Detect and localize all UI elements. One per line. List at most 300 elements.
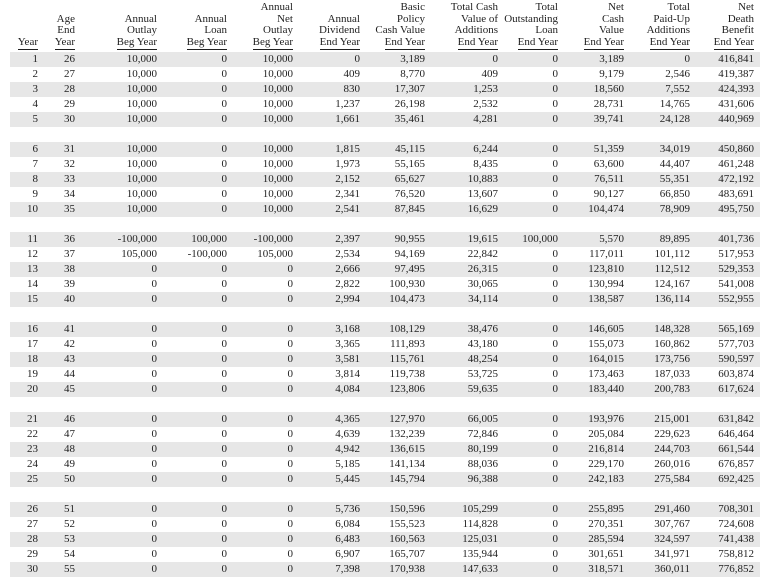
table-cell: 0 bbox=[151, 548, 157, 560]
table-cell: 0 bbox=[221, 428, 227, 440]
table-cell: 164,015 bbox=[558, 352, 624, 367]
table-cell: 0 bbox=[227, 442, 293, 457]
table-cell: 216,814 bbox=[558, 442, 624, 457]
table-row bbox=[10, 202, 760, 217]
table-cell: 22,842 bbox=[467, 248, 498, 260]
table-row bbox=[10, 322, 760, 337]
table-cell: 631,842 bbox=[690, 412, 760, 427]
table-cell: 10,000 bbox=[227, 82, 293, 97]
table-cell: 2,534 bbox=[335, 248, 360, 260]
column-header-age-end-year bbox=[38, 2, 75, 52]
table-cell: 136,114 bbox=[624, 292, 690, 307]
table-cell: 0 bbox=[75, 262, 157, 277]
table-cell: 96,388 bbox=[425, 472, 498, 487]
group-spacer bbox=[10, 127, 760, 142]
table-cell: 0 bbox=[552, 98, 558, 110]
table-cell: 242,183 bbox=[558, 472, 624, 487]
table-cell: 17,307 bbox=[360, 82, 425, 97]
table-cell: 0 bbox=[157, 502, 227, 517]
header-line-text: Net bbox=[277, 12, 293, 25]
table-cell: 0 bbox=[287, 368, 293, 380]
table-cell: 0 bbox=[75, 292, 157, 307]
table-cell: 0 bbox=[624, 52, 690, 67]
table-cell: 15 bbox=[10, 292, 38, 307]
header-line bbox=[498, 25, 558, 37]
table-cell: 8,435 bbox=[473, 158, 498, 170]
table-cell: 115,761 bbox=[360, 352, 425, 367]
header-line-text: Cash bbox=[602, 12, 624, 25]
table-row bbox=[10, 172, 760, 187]
header-line bbox=[498, 37, 558, 51]
spacer-row bbox=[10, 217, 760, 232]
table-cell: 205,084 bbox=[588, 428, 624, 440]
table-cell: 5,445 bbox=[293, 472, 360, 487]
table-cell: 0 bbox=[498, 532, 558, 547]
row-group-5 bbox=[10, 412, 760, 487]
row-group-3 bbox=[10, 232, 760, 307]
header-line bbox=[690, 37, 754, 51]
table-cell: 123,810 bbox=[558, 262, 624, 277]
table-cell: 10,883 bbox=[425, 172, 498, 187]
table-cell: 28 bbox=[38, 82, 75, 97]
table-cell: 59,635 bbox=[425, 382, 498, 397]
table-cell: 130,994 bbox=[588, 278, 624, 290]
table-cell: 6,244 bbox=[425, 142, 498, 157]
table-cell: 7 bbox=[32, 158, 38, 170]
table-row bbox=[10, 97, 760, 112]
table-cell: 1,237 bbox=[335, 98, 360, 110]
row-group-2 bbox=[10, 142, 760, 217]
table-cell: 3 bbox=[10, 82, 38, 97]
header-line-text: Year bbox=[55, 37, 75, 51]
table-cell: 0 bbox=[227, 382, 293, 397]
table-cell: 10,000 bbox=[126, 158, 157, 170]
table-cell: 0 bbox=[75, 352, 157, 367]
table-cell: 89,895 bbox=[624, 232, 690, 247]
table-cell: 193,976 bbox=[558, 412, 624, 427]
table-cell: 12 bbox=[27, 248, 38, 260]
table-cell: 0 bbox=[552, 338, 558, 350]
table-cell: 100,000 bbox=[157, 232, 227, 247]
spacer-row bbox=[10, 307, 760, 322]
table-cell: 275,584 bbox=[624, 472, 690, 487]
table-cell: 100,000 bbox=[498, 232, 558, 247]
header-line-text: Death bbox=[727, 12, 754, 25]
table-cell: 136,615 bbox=[360, 442, 425, 457]
table-cell: 105,000 bbox=[121, 248, 157, 260]
table-row bbox=[10, 112, 760, 127]
header-line-text: Outstanding bbox=[504, 12, 558, 25]
table-cell: 0 bbox=[221, 338, 227, 350]
table-cell: 0 bbox=[157, 202, 227, 217]
table-row bbox=[10, 277, 760, 292]
header-line bbox=[690, 25, 754, 37]
table-cell: 30 bbox=[10, 562, 38, 577]
table-cell: 0 bbox=[221, 98, 227, 110]
table-cell: 125,031 bbox=[425, 532, 498, 547]
table-cell: 0 bbox=[221, 158, 227, 170]
table-cell: 0 bbox=[75, 472, 157, 487]
group-spacer bbox=[10, 307, 760, 322]
table-cell: 0 bbox=[227, 562, 293, 577]
table-cell: 6,907 bbox=[335, 548, 360, 560]
table-cell: 0 bbox=[552, 428, 558, 440]
table-row bbox=[10, 382, 760, 397]
header-line-text: Additions bbox=[454, 24, 498, 36]
table-cell: 10,000 bbox=[75, 82, 157, 97]
table-cell: 255,895 bbox=[558, 502, 624, 517]
table-cell: 18,560 bbox=[558, 82, 624, 97]
table-cell: 0 bbox=[287, 428, 293, 440]
table-cell: 4 bbox=[32, 98, 38, 110]
table-cell: 472,192 bbox=[690, 172, 760, 187]
header-line-text: Additions bbox=[646, 24, 690, 36]
table-cell: 0 bbox=[157, 82, 227, 97]
table-cell: 0 bbox=[498, 52, 558, 67]
table-cell: 10,000 bbox=[75, 142, 157, 157]
table-cell: 90,955 bbox=[360, 232, 425, 247]
header-line bbox=[157, 25, 227, 37]
table-cell: 529,353 bbox=[690, 262, 760, 277]
table-cell: 10,000 bbox=[262, 98, 293, 110]
table-cell: 0 bbox=[287, 458, 293, 470]
table-cell: 10,000 bbox=[262, 68, 293, 80]
header-line-text: Basic bbox=[400, 1, 425, 13]
table-cell: 26 bbox=[38, 52, 75, 67]
table-cell: 0 bbox=[287, 278, 293, 290]
header-line-text: Age bbox=[56, 12, 75, 25]
table-cell: 5 bbox=[10, 112, 38, 127]
header-line bbox=[558, 25, 624, 37]
table-cell: 2,666 bbox=[293, 262, 360, 277]
table-cell: 26,315 bbox=[425, 262, 498, 277]
column-header-annual-dividend-end-year bbox=[293, 2, 360, 52]
table-cell: 18 bbox=[10, 352, 38, 367]
table-cell: 55 bbox=[38, 562, 75, 577]
spacer-row bbox=[10, 397, 760, 412]
table-cell: 2,152 bbox=[293, 172, 360, 187]
table-cell: 6,483 bbox=[293, 532, 360, 547]
header-line-text: Value of bbox=[461, 12, 498, 25]
header-line-text: End Year bbox=[714, 37, 754, 51]
table-cell: 565,169 bbox=[690, 322, 760, 337]
header-line-text: Total bbox=[667, 1, 690, 13]
table-cell: 13 bbox=[10, 262, 38, 277]
table-cell: 1,973 bbox=[335, 158, 360, 170]
table-cell: 3,189 bbox=[558, 52, 624, 67]
table-cell: 2,532 bbox=[473, 98, 498, 110]
table-cell: 0 bbox=[498, 322, 558, 337]
table-cell: 97,495 bbox=[360, 262, 425, 277]
table-cell: 307,767 bbox=[654, 518, 690, 530]
table-cell: 0 bbox=[498, 352, 558, 367]
table-cell: 53 bbox=[38, 532, 75, 547]
table-cell: 4,365 bbox=[293, 412, 360, 427]
header-row bbox=[10, 2, 760, 52]
table-cell: 55,351 bbox=[624, 172, 690, 187]
table-cell: 117,011 bbox=[589, 248, 624, 260]
illustration-table bbox=[10, 2, 760, 577]
table-cell: 0 bbox=[157, 142, 227, 157]
row-group-4 bbox=[10, 322, 760, 397]
table-cell: 10,000 bbox=[227, 172, 293, 187]
table-cell: 123,806 bbox=[360, 382, 425, 397]
table-cell: 40 bbox=[38, 292, 75, 307]
column-header-total-paid-up-additions-end-year bbox=[624, 2, 690, 52]
table-cell: 424,393 bbox=[690, 82, 760, 97]
table-cell: 229,623 bbox=[654, 428, 690, 440]
group-spacer bbox=[10, 397, 760, 412]
table-cell: 0 bbox=[552, 68, 558, 80]
column-header-basic-policy-cash-value-end-year bbox=[360, 2, 425, 52]
table-cell: 187,033 bbox=[654, 368, 690, 380]
table-cell: 1,661 bbox=[293, 112, 360, 127]
table-cell: 0 bbox=[425, 52, 498, 67]
table-cell: 9,179 bbox=[599, 68, 624, 80]
table-row bbox=[10, 457, 760, 472]
table-cell: 33 bbox=[38, 172, 75, 187]
table-row bbox=[10, 562, 760, 577]
column-header-annual-net-outlay-beg-year bbox=[227, 2, 293, 52]
table-cell: 28 bbox=[10, 532, 38, 547]
table-cell: 0 bbox=[151, 278, 157, 290]
table-cell: 54 bbox=[64, 548, 75, 560]
table-cell: 10,000 bbox=[126, 98, 157, 110]
table-cell: 0 bbox=[157, 442, 227, 457]
table-cell: 0 bbox=[157, 262, 227, 277]
table-cell: 6,084 bbox=[335, 518, 360, 530]
table-row bbox=[10, 262, 760, 277]
table-cell: 10 bbox=[10, 202, 38, 217]
table-cell: 10,000 bbox=[227, 142, 293, 157]
table-cell: 603,874 bbox=[718, 368, 754, 380]
table-cell: 0 bbox=[157, 472, 227, 487]
header-line-text: Beg Year bbox=[187, 37, 227, 51]
table-cell: 124,167 bbox=[654, 278, 690, 290]
column-header-net-cash-value-end-year bbox=[558, 2, 624, 52]
table-cell: 661,544 bbox=[690, 442, 760, 457]
table-cell: 0 bbox=[552, 548, 558, 560]
table-cell: 360,011 bbox=[624, 562, 690, 577]
row-group-1 bbox=[10, 52, 760, 127]
table-cell: 2,397 bbox=[293, 232, 360, 247]
table-cell: 692,425 bbox=[690, 472, 760, 487]
table-cell: 20 bbox=[10, 382, 38, 397]
table-cell: 0 bbox=[227, 262, 293, 277]
table-cell: 2,546 bbox=[665, 68, 690, 80]
table-cell: 7,398 bbox=[293, 562, 360, 577]
table-cell: 63,600 bbox=[593, 158, 624, 170]
table-cell: 483,691 bbox=[718, 188, 754, 200]
table-cell: 4,281 bbox=[425, 112, 498, 127]
table-cell: 419,387 bbox=[718, 68, 754, 80]
table-row bbox=[10, 532, 760, 547]
table-cell: 72,846 bbox=[467, 428, 498, 440]
table-cell: 108,129 bbox=[360, 322, 425, 337]
table-cell: 291,460 bbox=[624, 502, 690, 517]
table-cell: 0 bbox=[498, 442, 558, 457]
table-cell: 138,587 bbox=[558, 292, 624, 307]
table-cell: 48 bbox=[38, 442, 75, 457]
table-cell: 43,180 bbox=[467, 338, 498, 350]
table-cell: 32 bbox=[64, 158, 75, 170]
table-cell: 11 bbox=[10, 232, 38, 247]
table-cell: 6 bbox=[10, 142, 38, 157]
table-cell: 4,942 bbox=[293, 442, 360, 457]
table-cell: 3,168 bbox=[293, 322, 360, 337]
header-line bbox=[624, 37, 690, 51]
table-cell: 119,738 bbox=[389, 368, 425, 380]
spacer-cell bbox=[10, 487, 760, 502]
table-cell: 1,815 bbox=[293, 142, 360, 157]
table-cell: 324,597 bbox=[624, 532, 690, 547]
table-cell: 114,828 bbox=[462, 518, 498, 530]
table-row bbox=[10, 517, 760, 532]
table-row bbox=[10, 52, 760, 67]
header-line-text: Benefit bbox=[721, 24, 754, 36]
table-row bbox=[10, 412, 760, 427]
table-cell: 0 bbox=[498, 82, 558, 97]
table-cell: 27 bbox=[64, 68, 75, 80]
table-cell: 38,476 bbox=[425, 322, 498, 337]
table-row bbox=[10, 502, 760, 517]
header-line-text: Annual bbox=[124, 12, 157, 25]
column-header-annual-outlay-beg-year bbox=[75, 2, 157, 52]
table-cell: 301,651 bbox=[588, 548, 624, 560]
header-line-text: Total bbox=[535, 1, 558, 13]
table-cell: 21 bbox=[10, 412, 38, 427]
table-row bbox=[10, 142, 760, 157]
table-cell: 155,523 bbox=[389, 518, 425, 530]
table-cell: 646,464 bbox=[718, 428, 754, 440]
table-cell: 461,248 bbox=[718, 158, 754, 170]
header-line-text: End Year bbox=[650, 37, 690, 51]
table-cell: 146,605 bbox=[558, 322, 624, 337]
header-line-text: End Year bbox=[584, 37, 624, 51]
table-cell: 0 bbox=[552, 368, 558, 380]
table-cell: 111,893 bbox=[390, 338, 425, 350]
table-cell: 285,594 bbox=[558, 532, 624, 547]
table-row bbox=[10, 367, 760, 382]
table-cell: 676,857 bbox=[718, 458, 754, 470]
table-cell: 0 bbox=[75, 322, 157, 337]
table-cell: 431,606 bbox=[718, 98, 754, 110]
table-cell: 0 bbox=[552, 458, 558, 470]
table-cell: 132,239 bbox=[389, 428, 425, 440]
table-cell: 35 bbox=[38, 202, 75, 217]
column-header-annual-loan-beg-year bbox=[157, 2, 227, 52]
table-cell: 440,969 bbox=[690, 112, 760, 127]
table-cell: 104,473 bbox=[360, 292, 425, 307]
table-cell: 0 bbox=[498, 292, 558, 307]
table-cell: 66,850 bbox=[659, 188, 690, 200]
table-cell: 2,341 bbox=[335, 188, 360, 200]
table-cell: 0 bbox=[498, 142, 558, 157]
table-cell: 10,000 bbox=[227, 202, 293, 217]
table-cell: 0 bbox=[75, 502, 157, 517]
table-cell: 28,731 bbox=[593, 98, 624, 110]
table-cell: 0 bbox=[498, 172, 558, 187]
table-cell: 47 bbox=[64, 428, 75, 440]
table-cell: 37 bbox=[64, 248, 75, 260]
table-cell: -100,000 bbox=[187, 248, 227, 260]
table-cell: 10,000 bbox=[75, 52, 157, 67]
table-cell: 10,000 bbox=[262, 188, 293, 200]
table-cell: 42 bbox=[64, 338, 75, 350]
table-cell: 9 bbox=[32, 188, 38, 200]
header-line-text: Net bbox=[608, 1, 624, 13]
table-cell: 36 bbox=[38, 232, 75, 247]
table-cell: 0 bbox=[227, 412, 293, 427]
table-cell: 34,114 bbox=[425, 292, 498, 307]
table-cell: 17 bbox=[27, 338, 38, 350]
table-cell: 45,115 bbox=[360, 142, 425, 157]
table-cell: 0 bbox=[287, 518, 293, 530]
table-cell: 0 bbox=[151, 368, 157, 380]
table-cell: 10,000 bbox=[227, 112, 293, 127]
header-line bbox=[425, 25, 498, 37]
table-cell: 0 bbox=[157, 352, 227, 367]
table-cell: 0 bbox=[227, 322, 293, 337]
table-cell: 43 bbox=[38, 352, 75, 367]
header-line bbox=[293, 37, 360, 51]
table-cell: 16,629 bbox=[425, 202, 498, 217]
table-cell: 46 bbox=[38, 412, 75, 427]
table-cell: 5,185 bbox=[335, 458, 360, 470]
table-cell: 495,750 bbox=[690, 202, 760, 217]
table-cell: 30 bbox=[38, 112, 75, 127]
table-cell: 173,463 bbox=[588, 368, 624, 380]
spacer-cell bbox=[10, 307, 760, 322]
table-cell: 105,000 bbox=[257, 248, 293, 260]
table-cell: 24 bbox=[27, 458, 38, 470]
table-cell: 41 bbox=[38, 322, 75, 337]
table-cell: 14 bbox=[27, 278, 38, 290]
table-row bbox=[10, 82, 760, 97]
column-header-total-cash-value-of-additions-end-year bbox=[425, 2, 498, 52]
header-line-text: Year bbox=[18, 37, 38, 51]
table-cell: 617,624 bbox=[690, 382, 760, 397]
table-cell: 0 bbox=[75, 442, 157, 457]
spacer-cell bbox=[10, 217, 760, 232]
table-cell: 24,128 bbox=[624, 112, 690, 127]
table-row bbox=[10, 157, 760, 172]
header-line-text: End Year bbox=[385, 37, 425, 51]
table-cell: 78,909 bbox=[624, 202, 690, 217]
table-cell: 0 bbox=[75, 412, 157, 427]
table-cell: 160,862 bbox=[654, 338, 690, 350]
table-cell: 2 bbox=[32, 68, 38, 80]
table-cell: 35,461 bbox=[360, 112, 425, 127]
table-cell: 0 bbox=[221, 518, 227, 530]
table-cell: 4,639 bbox=[335, 428, 360, 440]
table-cell: 100,930 bbox=[389, 278, 425, 290]
table-cell: 4,084 bbox=[293, 382, 360, 397]
table-cell: 0 bbox=[552, 518, 558, 530]
table-cell: 10,000 bbox=[75, 172, 157, 187]
table-cell: 0 bbox=[151, 338, 157, 350]
table-cell: 25 bbox=[10, 472, 38, 487]
table-row bbox=[10, 442, 760, 457]
table-cell: 401,736 bbox=[690, 232, 760, 247]
table-cell: 29 bbox=[64, 98, 75, 110]
header-line-text: Beg Year bbox=[253, 37, 293, 51]
table-row bbox=[10, 427, 760, 442]
table-cell: 10,000 bbox=[75, 112, 157, 127]
table-cell: 215,001 bbox=[624, 412, 690, 427]
table-cell: 173,756 bbox=[624, 352, 690, 367]
table-cell: 0 bbox=[498, 502, 558, 517]
